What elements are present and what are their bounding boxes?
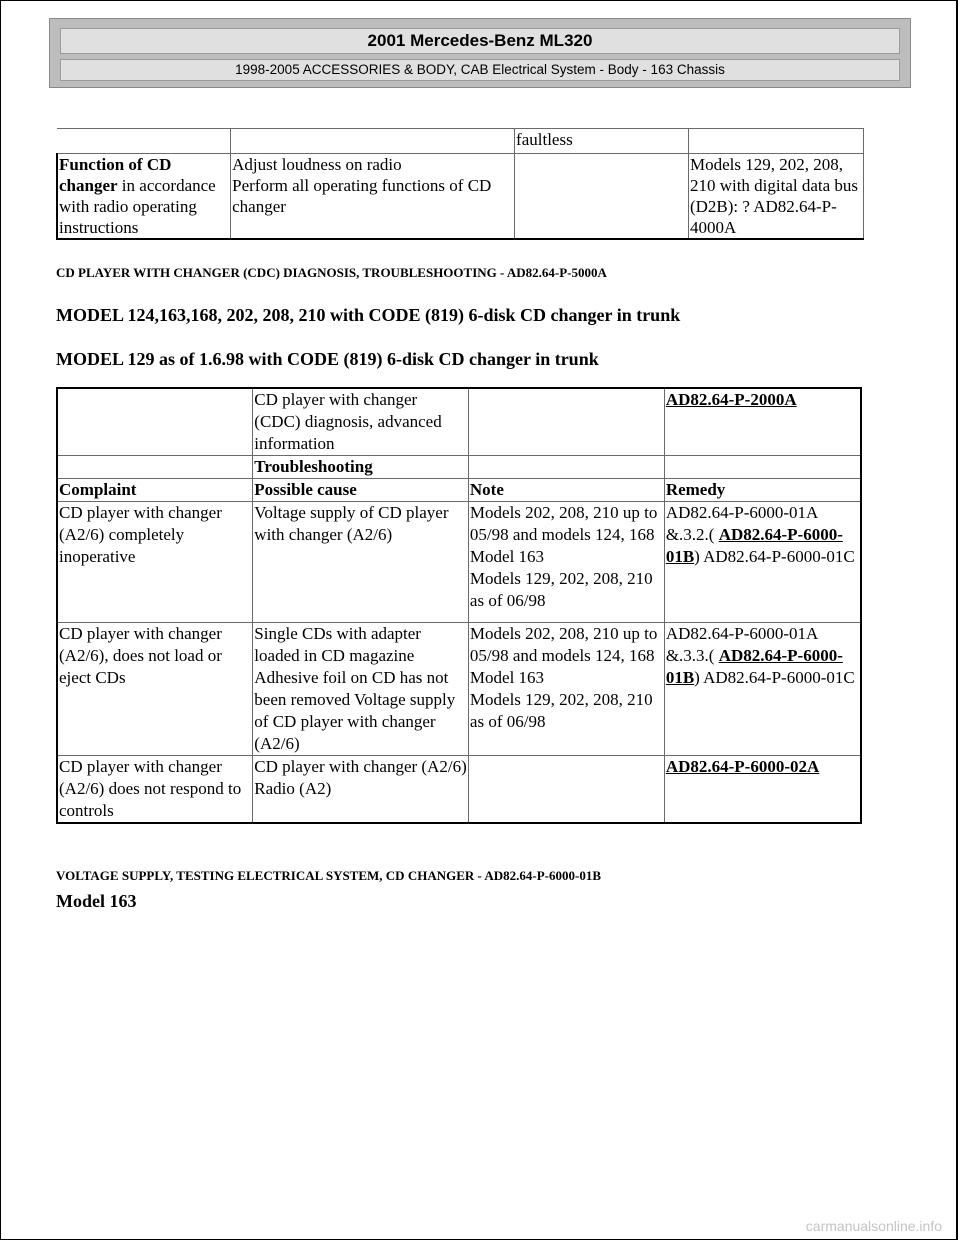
remedy-link[interactable]: AD82.64-P-6000-01B [665, 646, 843, 687]
complaint-cell: CD player with changer (A2/6), does not load or eject CDs [57, 623, 253, 756]
faultless-cell: faultless [515, 129, 689, 154]
table-row [57, 623, 861, 756]
check-bold: Function of CD changer [59, 155, 172, 195]
document-subtitle: 1998-2005 ACCESSORIES & BODY, CAB Electrical System - Body - 163 Chassis [60, 59, 900, 81]
note-cell: Models 202, 208, 210 up to 05/98 and models 124, 168 Model 163 Models 129, 202, 208, 210 as of 06/98 [468, 623, 664, 756]
check-rest: in accordance with radio operating instructions [59, 176, 216, 237]
heading-voltage-supply: VOLTAGE SUPPLY, TESTING ELECTRICAL SYSTEM, CD CHANGER - AD82.64-P-6000-01B [56, 868, 602, 883]
check-cell [57, 154, 231, 240]
complaint-cell: CD player with changer (A2/6) does not respond to controls [57, 756, 253, 824]
heading-model-124: MODEL 124,163,168, 202, 208, 210 with CODE (819) 6-disk CD changer in trunk [56, 305, 681, 325]
document-header [49, 18, 911, 88]
remedy-cell: AD82.64-P-6000-01A &.3.3.( AD82.64-P-6000-01B) AD82.64-P-6000-01C [664, 623, 861, 756]
troubleshooting-table [56, 387, 862, 824]
remedy-link[interactable]: AD82.64-P-6000-02A [665, 757, 820, 776]
table-row [57, 154, 864, 240]
column-header: Possible cause [254, 480, 357, 499]
heading-model-129: MODEL 129 as of 1.6.98 with CODE (819) 6-disk CD changer in trunk [56, 349, 599, 369]
remedy-cell [664, 756, 861, 824]
complaint-cell: CD player with changer (A2/6) completely inoperative [57, 502, 253, 623]
column-header: Complaint [59, 480, 137, 499]
troubleshooting-label: Troubleshooting [254, 457, 373, 476]
note-cell [468, 756, 664, 824]
column-header-row [57, 479, 861, 502]
info-link-cell [664, 388, 861, 456]
note-cell: Models 202, 208, 210 up to 05/98 and models 124, 168 Model 163 Models 129, 202, 208, 210 as of 06/98 [468, 502, 664, 623]
column-header: Note [469, 480, 504, 499]
cause-cell: Voltage supply of CD player with changer (A2/6) [253, 502, 469, 623]
document-title: 2001 Mercedes-Benz ML320 [60, 28, 900, 54]
info-label: CD player with changer (CDC) diagnosis, advanced information [253, 388, 469, 456]
remedy-cell: Models 129, 202, 208, 210 with digital data bus (D2B): ? AD82.64-P-4000A [688, 154, 863, 240]
info-link[interactable]: AD82.64-P-2000A [665, 390, 797, 409]
cause-cell: CD player with changer (A2/6) Radio (A2) [253, 756, 469, 824]
column-header: Remedy [665, 480, 726, 499]
heading-model-163: Model 163 [56, 891, 137, 911]
info-row [57, 388, 861, 456]
heading-cdc-diagnosis: CD PLAYER WITH CHANGER (CDC) DIAGNOSIS, TROUBLESHOOTING - AD82.64-P-5000A [56, 265, 607, 280]
result-cell [515, 154, 689, 240]
action-cell: Adjust loudness on radio Perform all operating functions of CD changer [231, 154, 515, 240]
site-watermark: carmanualsonline.info [805, 1218, 942, 1234]
function-test-table [56, 128, 864, 240]
remedy-link[interactable]: AD82.64-P-6000-01B [665, 525, 843, 566]
cause-cell: Single CDs with adapter loaded in CD magazine Adhesive foil on CD has not been removed Voltage supply of CD player with changer (A2/6) [253, 623, 469, 756]
table-row [57, 756, 861, 824]
section-row [57, 456, 861, 479]
remedy-cell: AD82.64-P-6000-01A &.3.2.( AD82.64-P-6000-01B) AD82.64-P-6000-01C [664, 502, 861, 623]
table-row [57, 502, 861, 623]
